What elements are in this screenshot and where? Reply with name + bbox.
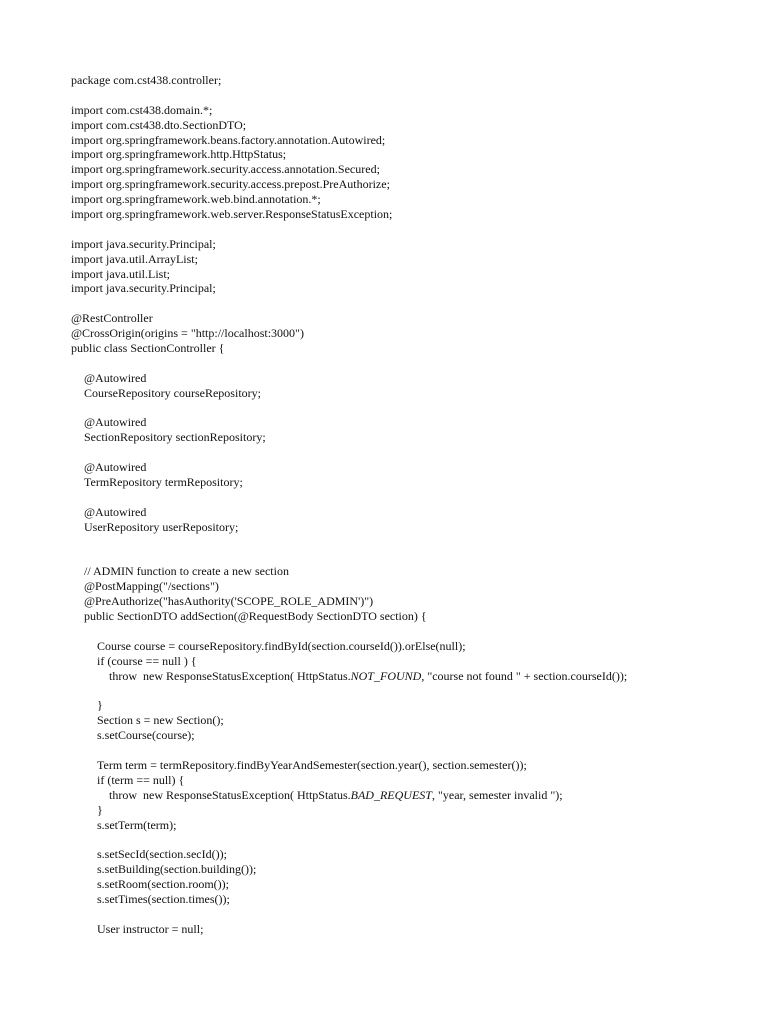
code-line	[71, 788, 761, 803]
code-line: s.setCourse(course);	[97, 728, 195, 743]
code-line: Course course = courseRepository.findById(section.courseId()).orElse(null);	[97, 638, 466, 653]
code-line: import org.springframework.web.bind.annotation.*;	[71, 192, 321, 207]
code-line: import java.util.List;	[71, 266, 170, 281]
blank-line	[71, 296, 761, 311]
code-line: public SectionDTO addSection(@RequestBody SectionDTO section) {	[84, 609, 427, 624]
code-line: @PostMapping("/sections")	[84, 579, 219, 594]
blank-line	[71, 624, 761, 639]
blank-line	[71, 445, 761, 460]
code-line: @Autowired	[84, 504, 147, 519]
blank-line	[71, 401, 761, 416]
code-line: import org.springframework.security.access.annotation.Secured;	[71, 162, 380, 177]
code-line: if (course == null ) {	[97, 653, 197, 668]
code-line: s.setRoom(section.room());	[97, 877, 229, 892]
blank-line	[71, 550, 761, 565]
code-line: s.setSecId(section.secId());	[97, 847, 227, 862]
blank-line	[71, 222, 761, 237]
code-fragment: throw new ResponseStatusException( HttpStatus.	[109, 668, 351, 683]
blank-line	[71, 490, 761, 505]
code-line: import com.cst438.domain.*;	[71, 102, 213, 117]
code-constant: NOT_FOUND	[350, 668, 422, 683]
code-line: import com.cst438.dto.SectionDTO;	[71, 117, 247, 132]
code-line: s.setBuilding(section.building());	[97, 862, 257, 877]
blank-line	[71, 907, 761, 922]
code-comment: // ADMIN function to create a new section	[84, 564, 289, 579]
code-line: if (term == null) {	[97, 772, 185, 787]
code-fragment: , "course not found " + section.courseId());	[421, 668, 628, 683]
code-line: public class SectionController {	[71, 341, 225, 356]
code-line: s.setTimes(section.times());	[97, 891, 230, 906]
code-line: import org.springframework.web.server.ResponseStatusException;	[71, 207, 393, 222]
code-line: s.setTerm(term);	[97, 817, 177, 832]
code-line: @CrossOrigin(origins = "http://localhost:3000")	[71, 326, 304, 341]
code-line: import org.springframework.http.HttpStatus;	[71, 147, 287, 162]
code-line: import java.security.Principal;	[71, 236, 216, 251]
code-line: import org.springframework.security.access.prepost.PreAuthorize;	[71, 177, 390, 192]
blank-line	[71, 832, 761, 847]
blank-line	[71, 88, 761, 103]
code-line: @PreAuthorize("hasAuthority('SCOPE_ROLE_ADMIN')")	[84, 594, 374, 609]
code-line: User instructor = null;	[97, 921, 204, 936]
code-line: UserRepository userRepository;	[84, 519, 239, 534]
code-line: @Autowired	[84, 370, 147, 385]
blank-line	[71, 684, 761, 699]
code-line: Section s = new Section();	[97, 713, 224, 728]
code-line: TermRepository termRepository;	[84, 475, 243, 490]
code-constant: BAD_REQUEST	[350, 787, 432, 802]
code-fragment: throw new ResponseStatusException( HttpStatus.	[109, 787, 351, 802]
code-listing	[71, 73, 761, 937]
code-line: package com.cst438.controller;	[71, 73, 222, 87]
blank-line	[71, 535, 761, 550]
code-line: @Autowired	[84, 415, 147, 430]
blank-line	[71, 356, 761, 371]
code-line: SectionRepository sectionRepository;	[84, 430, 266, 445]
code-line: CourseRepository courseRepository;	[84, 385, 261, 400]
code-line: @RestController	[71, 311, 153, 326]
code-line: import java.security.Principal;	[71, 281, 216, 296]
code-line: import java.util.ArrayList;	[71, 251, 198, 266]
code-line: Term term = termRepository.findByYearAndSemester(section.year(), section.semester());	[97, 757, 527, 772]
code-line: @Autowired	[84, 460, 147, 475]
code-line: }	[97, 698, 103, 713]
code-line: import org.springframework.beans.factory.annotation.Autowired;	[71, 132, 386, 147]
code-line: }	[97, 802, 103, 817]
code-fragment: , "year, semester invalid ");	[431, 787, 563, 802]
blank-line	[71, 743, 761, 758]
code-line	[71, 669, 761, 684]
